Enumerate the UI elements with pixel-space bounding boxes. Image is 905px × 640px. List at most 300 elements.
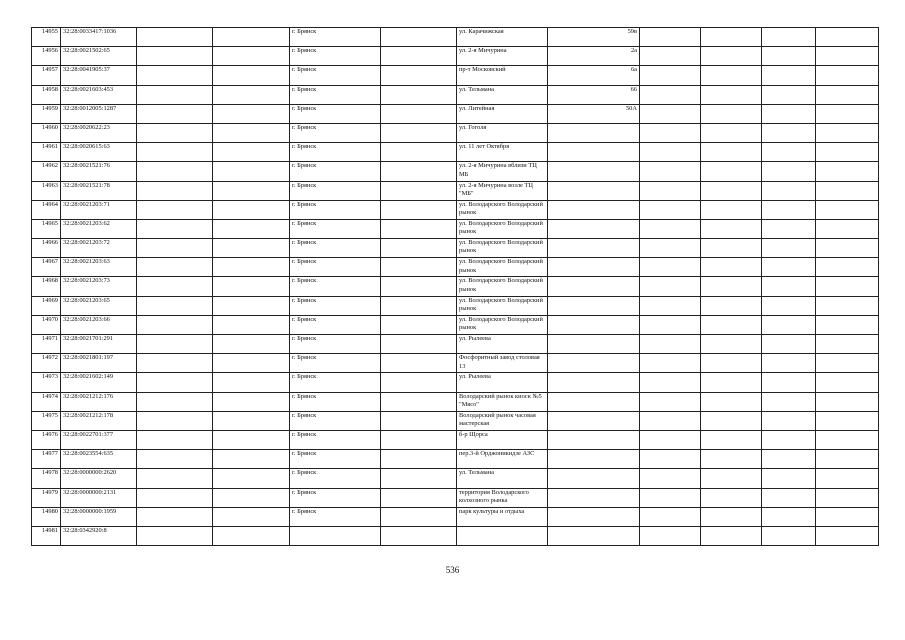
empty-cell bbox=[816, 526, 879, 545]
row-number-cell: 14969 bbox=[32, 296, 61, 315]
street-cell: ул. Рылеева bbox=[457, 335, 548, 354]
cadastral-number-cell: 32:28:0021212:178 bbox=[61, 411, 137, 430]
empty-cell bbox=[816, 143, 879, 162]
cadastral-number-cell: 32:28:0000000:2620 bbox=[61, 469, 137, 488]
empty-cell bbox=[762, 373, 816, 392]
empty-cell bbox=[213, 85, 290, 104]
empty-cell bbox=[213, 450, 290, 469]
empty-cell bbox=[381, 392, 457, 411]
row-number-cell: 14971 bbox=[32, 335, 61, 354]
street-cell: б-р Щорса bbox=[457, 430, 548, 449]
row-number-cell: 14974 bbox=[32, 392, 61, 411]
empty-cell bbox=[640, 66, 701, 85]
house-number-cell: 66 bbox=[548, 85, 640, 104]
city-cell: г. Брянск bbox=[290, 430, 381, 449]
empty-cell bbox=[640, 219, 701, 238]
table-row bbox=[32, 219, 879, 238]
table-row bbox=[32, 469, 879, 488]
street-cell: ул. Рылеева bbox=[457, 373, 548, 392]
empty-cell bbox=[640, 296, 701, 315]
street-cell: ул. Володарского Володарский рынок bbox=[457, 200, 548, 219]
empty-cell bbox=[213, 526, 290, 545]
cadastral-number-cell: 32:28:0342920:8 bbox=[61, 526, 137, 545]
empty-cell bbox=[213, 469, 290, 488]
house-number-cell bbox=[548, 411, 640, 430]
empty-cell bbox=[381, 354, 457, 373]
city-cell: г. Брянск bbox=[290, 258, 381, 277]
empty-cell bbox=[137, 181, 213, 200]
empty-cell bbox=[213, 181, 290, 200]
table-row bbox=[32, 526, 879, 545]
empty-cell bbox=[137, 239, 213, 258]
empty-cell bbox=[816, 181, 879, 200]
empty-cell bbox=[762, 143, 816, 162]
cadastral-number-cell: 32:28:0023554:635 bbox=[61, 450, 137, 469]
empty-cell bbox=[137, 28, 213, 47]
empty-cell bbox=[816, 469, 879, 488]
empty-cell bbox=[381, 488, 457, 507]
empty-cell bbox=[381, 181, 457, 200]
row-number-cell: 14968 bbox=[32, 277, 61, 296]
cadastral-number-cell: 32:28:0020622:23 bbox=[61, 123, 137, 142]
empty-cell bbox=[816, 85, 879, 104]
empty-cell bbox=[381, 162, 457, 181]
house-number-cell bbox=[548, 335, 640, 354]
empty-cell bbox=[762, 28, 816, 47]
city-cell: г. Брянск bbox=[290, 85, 381, 104]
row-number-cell: 14963 bbox=[32, 181, 61, 200]
city-cell: г. Брянск bbox=[290, 411, 381, 430]
register-table bbox=[31, 27, 879, 546]
house-number-cell bbox=[548, 258, 640, 277]
empty-cell bbox=[701, 219, 762, 238]
table-row bbox=[32, 162, 879, 181]
empty-cell bbox=[640, 315, 701, 334]
empty-cell bbox=[762, 335, 816, 354]
empty-cell bbox=[640, 450, 701, 469]
row-number-cell: 14978 bbox=[32, 469, 61, 488]
empty-cell bbox=[381, 123, 457, 142]
empty-cell bbox=[640, 469, 701, 488]
empty-cell bbox=[816, 392, 879, 411]
city-cell: г. Брянск bbox=[290, 335, 381, 354]
cadastral-number-cell: 32:28:0021521:78 bbox=[61, 181, 137, 200]
cadastral-number-cell: 32:28:0021502:65 bbox=[61, 47, 137, 66]
empty-cell bbox=[213, 411, 290, 430]
cadastral-number-cell: 32:28:0021521:76 bbox=[61, 162, 137, 181]
empty-cell bbox=[137, 123, 213, 142]
empty-cell bbox=[762, 354, 816, 373]
row-number-cell: 14976 bbox=[32, 430, 61, 449]
empty-cell bbox=[816, 488, 879, 507]
city-cell: г. Брянск bbox=[290, 200, 381, 219]
empty-cell bbox=[213, 335, 290, 354]
row-number-cell: 14962 bbox=[32, 162, 61, 181]
cadastral-number-cell: 32:28:0000000:2131 bbox=[61, 488, 137, 507]
empty-cell bbox=[701, 469, 762, 488]
row-number-cell: 14973 bbox=[32, 373, 61, 392]
house-number-cell bbox=[548, 123, 640, 142]
street-cell: ул. 2-я Мичурина bbox=[457, 47, 548, 66]
city-cell: г. Брянск bbox=[290, 28, 381, 47]
table-row bbox=[32, 85, 879, 104]
empty-cell bbox=[762, 85, 816, 104]
house-number-cell bbox=[548, 219, 640, 238]
row-number-cell: 14972 bbox=[32, 354, 61, 373]
city-cell: г. Брянск bbox=[290, 162, 381, 181]
empty-cell bbox=[701, 162, 762, 181]
house-number-cell bbox=[548, 430, 640, 449]
empty-cell bbox=[213, 315, 290, 334]
street-cell: Володарский рынок часовая мастерская bbox=[457, 411, 548, 430]
empty-cell bbox=[762, 104, 816, 123]
street-cell: территория Володарского колхозного рынка bbox=[457, 488, 548, 507]
empty-cell bbox=[137, 469, 213, 488]
cadastral-number-cell: 32:28:0020615:63 bbox=[61, 143, 137, 162]
row-number-cell: 14979 bbox=[32, 488, 61, 507]
empty-cell bbox=[213, 354, 290, 373]
empty-cell bbox=[137, 219, 213, 238]
empty-cell bbox=[137, 430, 213, 449]
empty-cell bbox=[816, 450, 879, 469]
empty-cell bbox=[137, 85, 213, 104]
empty-cell bbox=[640, 373, 701, 392]
cadastral-number-cell: 32:28:0033417:1036 bbox=[61, 28, 137, 47]
house-number-cell: 59в bbox=[548, 28, 640, 47]
empty-cell bbox=[640, 392, 701, 411]
street-cell: Володарский рынок киоск №5 "Мясо" bbox=[457, 392, 548, 411]
empty-cell bbox=[762, 162, 816, 181]
street-cell: ул. Володарского Володарский рынок bbox=[457, 296, 548, 315]
empty-cell bbox=[381, 47, 457, 66]
city-cell: г. Брянск bbox=[290, 354, 381, 373]
empty-cell bbox=[213, 200, 290, 219]
house-number-cell bbox=[548, 469, 640, 488]
row-number-cell: 14965 bbox=[32, 219, 61, 238]
cadastral-number-cell: 32:28:0021203:62 bbox=[61, 219, 137, 238]
empty-cell bbox=[213, 258, 290, 277]
empty-cell bbox=[816, 28, 879, 47]
cadastral-number-cell: 32:28:0021602:149 bbox=[61, 373, 137, 392]
house-number-cell bbox=[548, 373, 640, 392]
empty-cell bbox=[762, 430, 816, 449]
empty-cell bbox=[640, 143, 701, 162]
empty-cell bbox=[137, 335, 213, 354]
row-number-cell: 14966 bbox=[32, 239, 61, 258]
table-row bbox=[32, 181, 879, 200]
empty-cell bbox=[640, 47, 701, 66]
empty-cell bbox=[381, 258, 457, 277]
empty-cell bbox=[701, 411, 762, 430]
city-cell: г. Брянск bbox=[290, 450, 381, 469]
cadastral-number-cell: 32:28:0021203:73 bbox=[61, 277, 137, 296]
empty-cell bbox=[640, 488, 701, 507]
empty-cell bbox=[213, 219, 290, 238]
empty-cell bbox=[640, 335, 701, 354]
empty-cell bbox=[381, 28, 457, 47]
empty-cell bbox=[762, 392, 816, 411]
cadastral-number-cell: 32:28:0021603:453 bbox=[61, 85, 137, 104]
empty-cell bbox=[640, 507, 701, 526]
empty-cell bbox=[762, 296, 816, 315]
table-row bbox=[32, 392, 879, 411]
register-table-container bbox=[31, 27, 878, 546]
row-number-cell: 14961 bbox=[32, 143, 61, 162]
cadastral-number-cell: 32:28:0021203:71 bbox=[61, 200, 137, 219]
street-cell: пр-т Московский bbox=[457, 66, 548, 85]
empty-cell bbox=[816, 354, 879, 373]
empty-cell bbox=[213, 162, 290, 181]
empty-cell bbox=[213, 277, 290, 296]
street-cell: ул. Володарского Володарский рынок bbox=[457, 219, 548, 238]
house-number-cell bbox=[548, 162, 640, 181]
street-cell: ул. Володарского Володарский рынок bbox=[457, 277, 548, 296]
table-row bbox=[32, 104, 879, 123]
city-cell: г. Брянск bbox=[290, 507, 381, 526]
city-cell: г. Брянск bbox=[290, 181, 381, 200]
house-number-cell bbox=[548, 507, 640, 526]
city-cell: г. Брянск bbox=[290, 277, 381, 296]
street-cell: ул. Володарского Володарский рынок bbox=[457, 258, 548, 277]
house-number-cell bbox=[548, 181, 640, 200]
empty-cell bbox=[381, 239, 457, 258]
row-number-cell: 14957 bbox=[32, 66, 61, 85]
empty-cell bbox=[381, 143, 457, 162]
street-cell: Фосфоритный завод столовая 13 bbox=[457, 354, 548, 373]
empty-cell bbox=[137, 104, 213, 123]
street-cell: ул. Карачижская bbox=[457, 28, 548, 47]
street-cell: ул. Володарского Володарский рынок bbox=[457, 239, 548, 258]
empty-cell bbox=[762, 239, 816, 258]
table-body bbox=[32, 28, 879, 546]
row-number-cell: 14981 bbox=[32, 526, 61, 545]
empty-cell bbox=[816, 335, 879, 354]
empty-cell bbox=[701, 66, 762, 85]
empty-cell bbox=[213, 239, 290, 258]
empty-cell bbox=[640, 430, 701, 449]
city-cell: г. Брянск bbox=[290, 47, 381, 66]
row-number-cell: 14959 bbox=[32, 104, 61, 123]
empty-cell bbox=[137, 373, 213, 392]
table-row bbox=[32, 373, 879, 392]
empty-cell bbox=[381, 200, 457, 219]
empty-cell bbox=[701, 239, 762, 258]
table-row bbox=[32, 450, 879, 469]
city-cell: г. Брянск bbox=[290, 66, 381, 85]
table-row bbox=[32, 258, 879, 277]
table-row bbox=[32, 239, 879, 258]
empty-cell bbox=[137, 315, 213, 334]
empty-cell bbox=[701, 47, 762, 66]
city-cell: г. Брянск bbox=[290, 315, 381, 334]
table-row bbox=[32, 123, 879, 142]
city-cell: г. Брянск bbox=[290, 219, 381, 238]
empty-cell bbox=[701, 123, 762, 142]
table-row bbox=[32, 411, 879, 430]
house-number-cell bbox=[548, 526, 640, 545]
empty-cell bbox=[213, 507, 290, 526]
empty-cell bbox=[816, 277, 879, 296]
empty-cell bbox=[762, 66, 816, 85]
empty-cell bbox=[213, 28, 290, 47]
street-cell: пер.3-й Орджоникидзе АЗС bbox=[457, 450, 548, 469]
city-cell: г. Брянск bbox=[290, 488, 381, 507]
table-row bbox=[32, 315, 879, 334]
empty-cell bbox=[816, 296, 879, 315]
empty-cell bbox=[137, 507, 213, 526]
empty-cell bbox=[640, 354, 701, 373]
street-cell: ул. 2-я Мичурина возле ТЦ "МБ" bbox=[457, 181, 548, 200]
empty-cell bbox=[213, 392, 290, 411]
empty-cell bbox=[640, 526, 701, 545]
empty-cell bbox=[762, 450, 816, 469]
street-cell: ул. Гоголя bbox=[457, 123, 548, 142]
city-cell: г. Брянск bbox=[290, 123, 381, 142]
street-cell: ул. 11 лет Октября bbox=[457, 143, 548, 162]
empty-cell bbox=[701, 296, 762, 315]
empty-cell bbox=[701, 507, 762, 526]
table-row bbox=[32, 28, 879, 47]
empty-cell bbox=[381, 411, 457, 430]
empty-cell bbox=[381, 85, 457, 104]
empty-cell bbox=[381, 66, 457, 85]
empty-cell bbox=[137, 277, 213, 296]
row-number-cell: 14960 bbox=[32, 123, 61, 142]
cadastral-number-cell: 32:28:0021212:176 bbox=[61, 392, 137, 411]
empty-cell bbox=[701, 200, 762, 219]
empty-cell bbox=[816, 258, 879, 277]
empty-cell bbox=[381, 277, 457, 296]
cadastral-number-cell: 32:28:0021203:66 bbox=[61, 315, 137, 334]
empty-cell bbox=[762, 315, 816, 334]
empty-cell bbox=[640, 239, 701, 258]
city-cell: г. Брянск bbox=[290, 469, 381, 488]
table-row bbox=[32, 277, 879, 296]
empty-cell bbox=[762, 277, 816, 296]
empty-cell bbox=[701, 104, 762, 123]
empty-cell bbox=[762, 258, 816, 277]
empty-cell bbox=[762, 507, 816, 526]
empty-cell bbox=[701, 335, 762, 354]
empty-cell bbox=[701, 392, 762, 411]
empty-cell bbox=[762, 123, 816, 142]
row-number-cell: 14967 bbox=[32, 258, 61, 277]
empty-cell bbox=[701, 373, 762, 392]
empty-cell bbox=[762, 200, 816, 219]
row-number-cell: 14955 bbox=[32, 28, 61, 47]
house-number-cell bbox=[548, 315, 640, 334]
empty-cell bbox=[381, 373, 457, 392]
empty-cell bbox=[137, 488, 213, 507]
street-cell: ул. 2-я Мичурина вблизи ТЦ МБ bbox=[457, 162, 548, 181]
empty-cell bbox=[701, 85, 762, 104]
empty-cell bbox=[137, 143, 213, 162]
row-number-cell: 14977 bbox=[32, 450, 61, 469]
table-row bbox=[32, 200, 879, 219]
empty-cell bbox=[640, 411, 701, 430]
cadastral-number-cell: 32:28:0021203:65 bbox=[61, 296, 137, 315]
empty-cell bbox=[213, 143, 290, 162]
empty-cell bbox=[816, 123, 879, 142]
house-number-cell bbox=[548, 143, 640, 162]
empty-cell bbox=[701, 526, 762, 545]
cadastral-number-cell: 32:28:0041905:37 bbox=[61, 66, 137, 85]
empty-cell bbox=[213, 488, 290, 507]
empty-cell bbox=[816, 430, 879, 449]
empty-cell bbox=[381, 296, 457, 315]
empty-cell bbox=[381, 335, 457, 354]
table-row bbox=[32, 488, 879, 507]
table-row bbox=[32, 507, 879, 526]
empty-cell bbox=[816, 315, 879, 334]
empty-cell bbox=[816, 239, 879, 258]
empty-cell bbox=[213, 123, 290, 142]
city-cell: г. Брянск bbox=[290, 373, 381, 392]
table-row bbox=[32, 430, 879, 449]
table-row bbox=[32, 66, 879, 85]
row-number-cell: 14956 bbox=[32, 47, 61, 66]
house-number-cell bbox=[548, 354, 640, 373]
empty-cell bbox=[381, 450, 457, 469]
empty-cell bbox=[640, 258, 701, 277]
cadastral-number-cell: 32:28:0012005:1287 bbox=[61, 104, 137, 123]
street-cell bbox=[457, 526, 548, 545]
empty-cell bbox=[137, 354, 213, 373]
empty-cell bbox=[137, 411, 213, 430]
city-cell: г. Брянск bbox=[290, 104, 381, 123]
empty-cell bbox=[701, 450, 762, 469]
empty-cell bbox=[701, 277, 762, 296]
table-row bbox=[32, 354, 879, 373]
cadastral-number-cell: 32:28:0021203:63 bbox=[61, 258, 137, 277]
house-number-cell bbox=[548, 450, 640, 469]
empty-cell bbox=[137, 258, 213, 277]
empty-cell bbox=[701, 28, 762, 47]
house-number-cell bbox=[548, 200, 640, 219]
empty-cell bbox=[640, 181, 701, 200]
empty-cell bbox=[137, 392, 213, 411]
house-number-cell: 2а bbox=[548, 47, 640, 66]
empty-cell bbox=[213, 47, 290, 66]
empty-cell bbox=[137, 162, 213, 181]
empty-cell bbox=[762, 526, 816, 545]
empty-cell bbox=[701, 181, 762, 200]
empty-cell bbox=[816, 66, 879, 85]
empty-cell bbox=[640, 123, 701, 142]
house-number-cell bbox=[548, 239, 640, 258]
city-cell: г. Брянск bbox=[290, 392, 381, 411]
empty-cell bbox=[381, 315, 457, 334]
table-row bbox=[32, 143, 879, 162]
empty-cell bbox=[816, 104, 879, 123]
cadastral-number-cell: 32:28:0021801:197 bbox=[61, 354, 137, 373]
empty-cell bbox=[640, 28, 701, 47]
cadastral-number-cell: 32:28:0022701:377 bbox=[61, 430, 137, 449]
empty-cell bbox=[701, 354, 762, 373]
empty-cell bbox=[701, 430, 762, 449]
house-number-cell bbox=[548, 277, 640, 296]
row-number-cell: 14970 bbox=[32, 315, 61, 334]
empty-cell bbox=[762, 181, 816, 200]
empty-cell bbox=[213, 104, 290, 123]
empty-cell bbox=[640, 162, 701, 181]
house-number-cell bbox=[548, 296, 640, 315]
city-cell: г. Брянск bbox=[290, 296, 381, 315]
street-cell: парк культуры и отдыха bbox=[457, 507, 548, 526]
empty-cell bbox=[137, 47, 213, 66]
empty-cell bbox=[213, 430, 290, 449]
house-number-cell bbox=[548, 488, 640, 507]
